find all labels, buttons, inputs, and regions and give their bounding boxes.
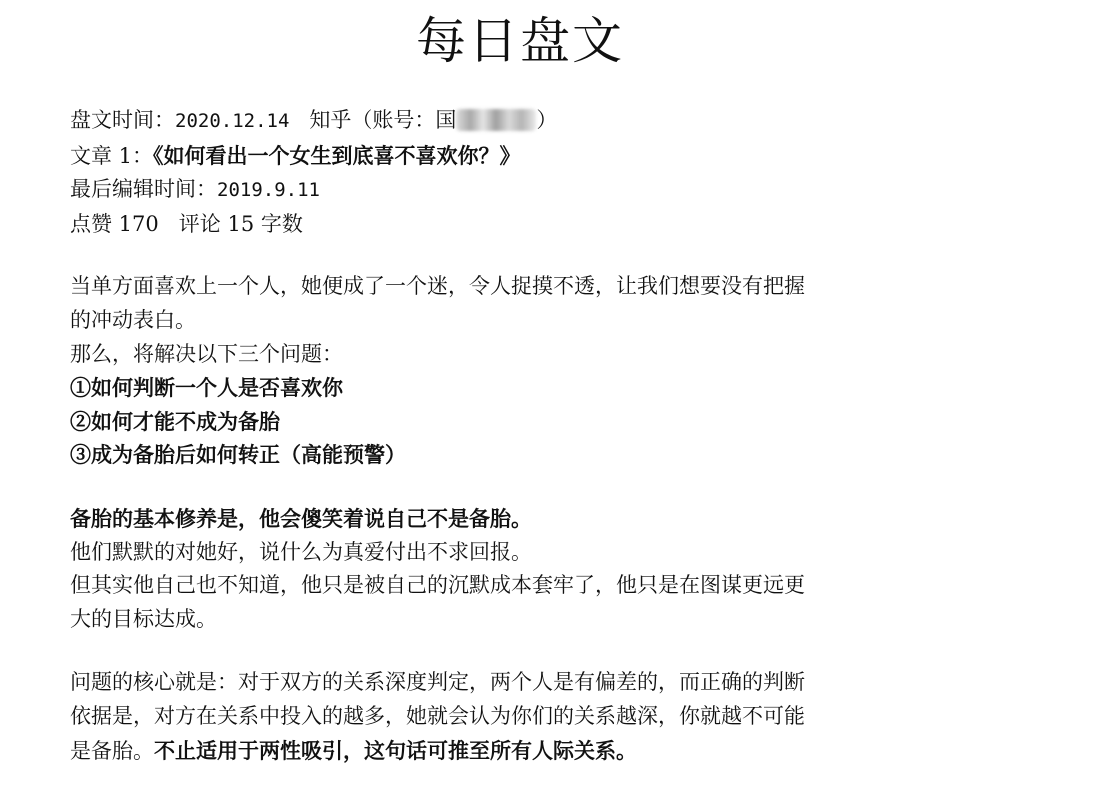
paragraph-2-line-1: 问题的核心就是：对于双方的关系深度判定，两个人是有偏差的，而正确的判断 (70, 670, 805, 695)
page-title: 每日盘文 (416, 12, 624, 70)
paragraph-2-line-3-plain: 是备胎。 (70, 738, 154, 763)
edit-value: 2019.9.11 (217, 179, 320, 202)
spacer (70, 472, 990, 502)
intro-line-2: 的冲动表白。 (70, 307, 196, 332)
comments-count: 评论 15 (178, 211, 255, 236)
paragraph-1-line-3: 但其实他自己也不知道，他只是被自己的沉默成本套牢了，他只是在图谋更远更 (70, 573, 805, 598)
question-3: ③成为备胎后如何转正（高能预警） (70, 442, 406, 468)
question-1: ①如何判断一个人是否喜欢你 (70, 375, 343, 401)
time-label: 盘文时间： (70, 108, 175, 132)
paragraph-2-line-2: 依据是，对方在关系中投入的越多，她就会认为你们的关系越深，你就越不可能 (70, 703, 805, 728)
intro-line-3: 那么，将解决以下三个问题： (70, 341, 343, 366)
article-title: 《如何看出一个女生到底喜不喜欢你？》 (153, 142, 521, 168)
edit-label: 最后编辑时间： (70, 177, 217, 202)
article-content (70, 104, 990, 768)
article-title-line (70, 139, 990, 174)
time-value: 2020.12.14 (175, 110, 290, 132)
article-prefix: 文章 1： (70, 143, 154, 168)
platform-suffix: ） (536, 108, 558, 132)
spacer (70, 241, 990, 270)
stats-line (70, 208, 990, 242)
paragraph-1-line-2: 他们默默的对她好，说什么为真爱付出不求回报。 (70, 539, 532, 564)
question-2: ②如何才能不成为备胎 (70, 408, 280, 434)
paragraph-2-line-3-bold: 不止适用于两性吸引，这句话可推至所有人际关系。 (154, 737, 637, 763)
platform-prefix: 知乎（账号：国 (309, 108, 457, 132)
intro-line-1: 当单方面喜欢上一个人，她便成了一个迷，令人捉摸不透，让我们想要没有把握 (70, 274, 805, 299)
paragraph-1-line-4: 大的目标达成。 (70, 606, 217, 631)
paragraph-1-bold: 备胎的基本修养是，他会傻笑着说自己不是备胎。 (70, 505, 532, 531)
edit-time-line (70, 173, 990, 208)
words-count: 字数 (260, 211, 303, 236)
likes-count: 点赞 170 (70, 211, 159, 236)
spacer (70, 636, 990, 666)
paragraph-2-line-3 (70, 734, 990, 769)
blurred-account-name (456, 109, 536, 131)
meta-time-line (70, 104, 990, 139)
